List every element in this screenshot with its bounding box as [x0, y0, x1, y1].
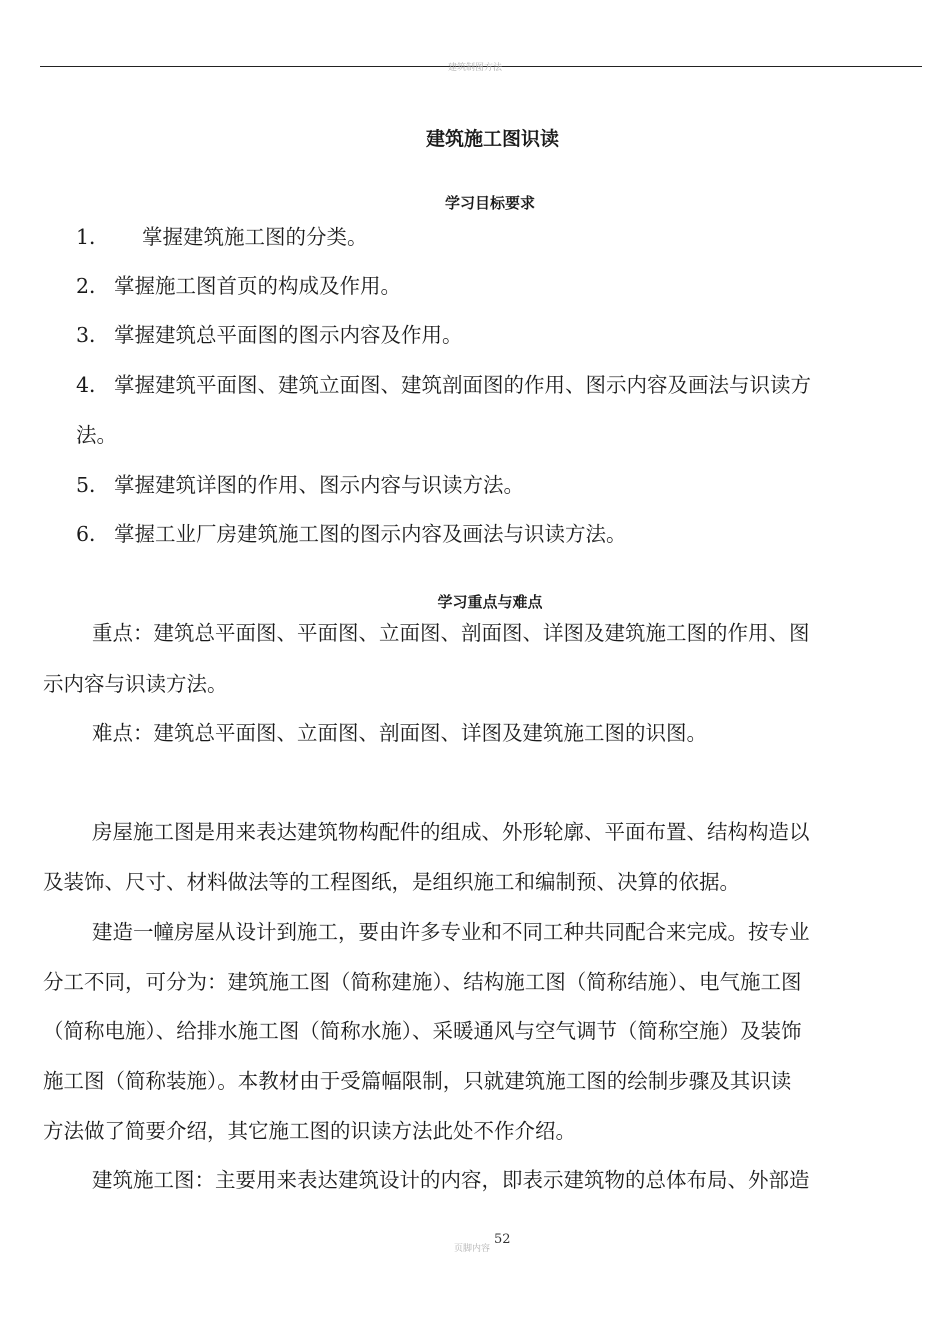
paragraph-2-line-3: （简称电施）、给排水施工图（简称水施）、采暖通风与空气调节（简称空施）及装饰: [43, 1019, 802, 1043]
goal-number: 2．: [76, 274, 110, 298]
goal-item-4-continuation: 法。: [76, 423, 117, 447]
goal-text: 掌握建筑施工图的分类。: [142, 225, 368, 249]
goal-number: 3．: [76, 323, 110, 347]
goal-text: 掌握施工图首页的构成及作用。: [114, 274, 401, 298]
footer-text: 页脚内容: [454, 1244, 491, 1254]
goal-item-1: [76, 227, 368, 248]
running-header: 建筑制图方法: [447, 63, 502, 73]
key-points-line-1: 重点：建筑总平面图、平面图、立面图、剖面图、详图及建筑施工图的作用、图: [92, 621, 810, 645]
key-points-line-2: 示内容与识读方法。: [43, 672, 228, 696]
page-title: 建筑施工图识读: [425, 128, 559, 150]
goal-text: 掌握建筑平面图、建筑立面图、建筑剖面图的作用、图示内容及画法与识读方: [114, 373, 811, 397]
goal-text: 掌握工业厂房建筑施工图的图示内容及画法与识读方法。: [114, 522, 627, 546]
paragraph-2-line-4: 施工图（简称装施）。本教材由于受篇幅限制，只就建筑施工图的绘制步骤及其识读: [43, 1069, 792, 1093]
keypoints-heading: 学习重点与难点: [437, 593, 543, 611]
goal-text: 掌握建筑详图的作用、图示内容与识读方法。: [114, 473, 524, 497]
paragraph-2-line-5: 方法做了简要介绍，其它施工图的识读方法此处不作介绍。: [43, 1119, 576, 1143]
goal-item-2: [76, 276, 401, 297]
goal-number: 4．: [76, 373, 110, 397]
difficult-points: 难点：建筑总平面图、立面图、剖面图、详图及建筑施工图的识图。: [92, 721, 707, 745]
goal-item-4: [76, 375, 811, 396]
paragraph-1-line-1: 房屋施工图是用来表达建筑物构配件的组成、外形轮廓、平面布置、结构构造以: [92, 820, 810, 844]
paragraph-2-line-2: 分工不同，可分为：建筑施工图（简称建施）、结构施工图（简称结施）、电气施工图: [43, 970, 802, 994]
goal-item-6: [76, 524, 627, 545]
page-number: 52: [494, 1232, 511, 1247]
goal-number: 5．: [76, 473, 110, 497]
goal-number: 1．: [76, 225, 110, 249]
goal-item-3: [76, 325, 463, 346]
goal-text: 掌握建筑总平面图的图示内容及作用。: [114, 323, 463, 347]
paragraph-2-line-1: 建造一幢房屋从设计到施工，要由许多专业和不同工种共同配合来完成。按专业: [92, 920, 810, 944]
goals-heading: 学习目标要求: [444, 194, 535, 212]
paragraph-1-line-2: 及装饰、尺寸、材料做法等的工程图纸，是组织施工和编制预、决算的依据。: [43, 870, 740, 894]
goal-item-5: [76, 475, 524, 496]
goal-number: 6．: [76, 522, 110, 546]
paragraph-3-line-1: 建筑施工图：主要用来表达建筑设计的内容，即表示建筑物的总体布局、外部造: [92, 1168, 810, 1192]
